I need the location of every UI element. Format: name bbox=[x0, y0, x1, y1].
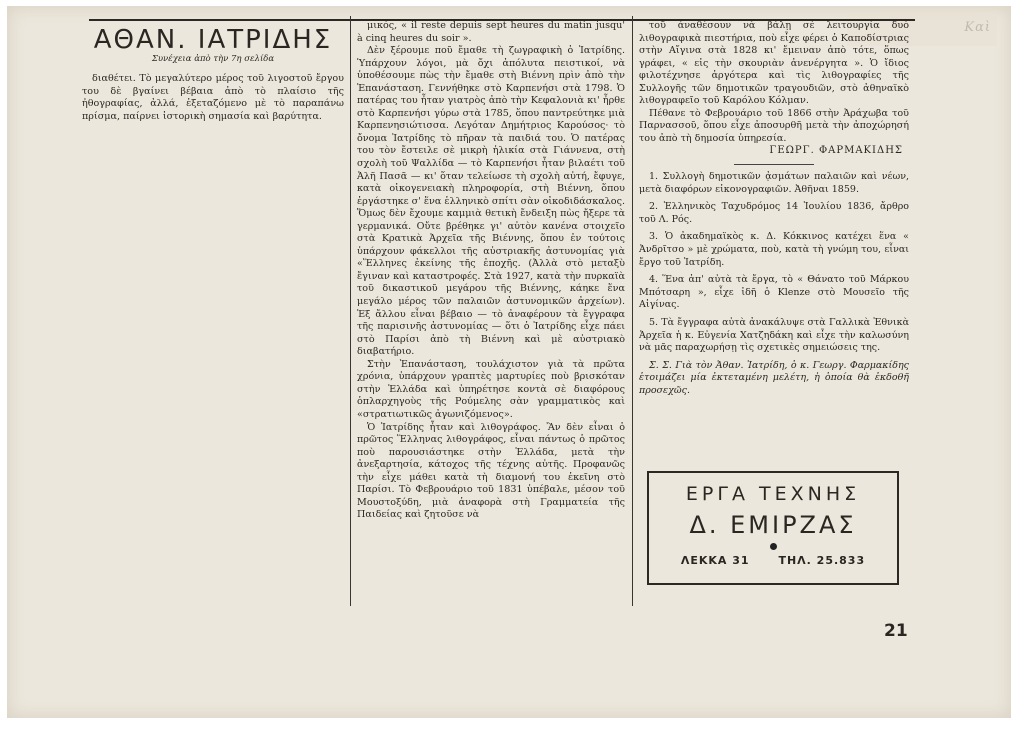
article-column-3 bbox=[639, 20, 909, 403]
editor-note: Σ. Σ. Γιὰ τὸν Ἀθαν. Ἰατρίδη, ὁ κ. Γεωργ. Φαρμακίδης ἑτοιμάζει μία ἐκτεταμένη μελέτη, ἡ ὁποία θὰ ἐκδοθῆ προσεχῶς. bbox=[639, 359, 909, 396]
article-column-2 bbox=[357, 20, 625, 522]
paragraph: Στὴν Ἐπανάσταση, τουλάχιστον γιὰ τὰ πρῶτα χρόνια, ὑπάρχουν γραπτὲς μαρτυρίες ποὺ βρισκόταν στὴν Ἑλλάδα καὶ ὑπηρέτησε κοντὰ σὲ διαφόρους ὁπλαρχηγοὺς τῆς Ρούμελης σὰν γραμματικὸς καὶ «στρατιωτικῶς ἀγωνιζόμενος». bbox=[357, 358, 625, 420]
ad-heading: ΕΡΓΑ ΤΕΧΝΗΣ bbox=[685, 483, 861, 505]
ad-phone: ΤΗΛ. 25.833 bbox=[778, 554, 866, 567]
ad-business-name: Δ. ΕΜΙΡΖΑΣ bbox=[689, 511, 857, 539]
footnote: 4. Ἕνα ἀπ' αὐτὰ τὰ ἔργα, τὸ « Θάνατο τοῦ Μάρκου Μπότσαρη », εἶχε ἰδῆ ὁ Klenze στὸ Μουσεῖο τῆς Αἰγίνας. bbox=[639, 274, 909, 311]
ad-contact bbox=[649, 554, 897, 567]
author-signature: ΓΕΩΡΓ. ΦΑΡΜΑΚΙΔΗΣ bbox=[769, 145, 903, 157]
footnote: 5. Τὰ ἔγγραφα αὐτὰ ἀνακάλυψε στὰ Γαλλικὰ Ἐθνικὰ Ἀρχεῖα ἡ κ. Εὐγενία Χατζηδάκη καὶ εἶχε τὴν καλωσύνη νὰ μᾶς παραχωρήσῃ τὶς σχετικὲς σημειώσεις της. bbox=[639, 316, 909, 354]
paragraph: τοῦ ἀναθέσουν νὰ βάλῃ σὲ λειτουργία δυὸ λιθογραφικὰ πιεστήρια, ποὺ εἶχε φέρει ὁ Καποδίστριας στὴν Αἴγινα στὰ 1828 κι' ἔμειναν ἀπὸ τότε, ὅπως γράφει, « εἰς τὴν σκουριὰν ἀνενέργητα ». Ὁ ἴδιος φιλοτέχνησε ἀργότερα καὶ τὶς λιθογραφίες τῆς Συλλογῆς τῶν δημοτικῶν τραγουδιῶν, στὸ ἀθηναϊκὸ λιθογραφεῖο τοῦ Καρόλου Κόλμαν. bbox=[639, 20, 909, 107]
footnote: 1. Συλλογὴ δημοτικῶν ᾀσμάτων παλαιῶν καὶ νέων, μετὰ διαφόρων εἰκονογραφιῶν. Ἀθῆναι 1859. bbox=[639, 171, 909, 195]
article-title: ΑΘΑΝ. ΙΑΤΡΙΔΗΣ bbox=[93, 25, 333, 55]
ad-bullet bbox=[770, 543, 777, 550]
paragraph: μικός, « il reste depuis sept heures du matin jusqu' à cinq heures du soir ». bbox=[357, 20, 625, 44]
page-number: 21 bbox=[884, 621, 908, 641]
advertisement-box bbox=[647, 471, 899, 585]
paragraph: διαθέτει. Τὸ μεγαλύτερο μέρος τοῦ λιγοστοῦ ἔργου του δὲ βγαίνει βέβαια ἀπὸ τὸ πλαίσιο τῆς ἠθογραφίας, ἀλλά, ἐξεταζόμενο μὲ τὸ παραπάνω πρίσμα, παίρνει ἱστορικὴ σημασία καὶ βαρύτητα. bbox=[82, 73, 344, 122]
article-column-1 bbox=[82, 20, 344, 123]
footnote: 2. Ἑλληνικὸς Ταχυδρόμος 14 Ἰουλίου 1836, ἄρθρο τοῦ Λ. Ρός. bbox=[639, 201, 909, 225]
column-divider bbox=[350, 16, 351, 606]
bleed-text: Καὶ bbox=[964, 20, 991, 35]
paragraph: Πέθανε τὸ Φεβρουάριο τοῦ 1866 στὴν Ἀράχωβα τοῦ Παρνασσοῦ, ὅπου εἶχε ἀποσυρθῆ μετὰ τὴν ἀποχώρησή του ἀπὸ τὴ δημοσία ὑπηρεσία. bbox=[639, 107, 909, 144]
notes-divider bbox=[734, 164, 814, 165]
ad-address: ΛΕΚΚΑ 31 bbox=[680, 554, 750, 567]
footnotes bbox=[639, 171, 909, 398]
paragraph: Ὁ Ἰατρίδης ἦταν καὶ λιθογράφος. Ἂν δὲν εἶναι ὁ πρῶτος Ἕλληνας λιθογράφος, εἶναι πάντως ὁ πρῶτος ποὺ παρουσιάστηκε στὴν Ἑλλάδα, μετὰ τὴν ἀνεξαρτησία, κάτοχος τῆς τέχνης αὐτῆς. Προφανῶς τὴν εἶχε μάθει κατὰ τὴ διαμονή του ἐκεῖνη στὸ Παρίσι. Τὸ Φεβρουάριο τοῦ 1831 ὑπέβαλε, μέσον τοῦ Μουστοξύδη, μιὰ ἀναφορὰ στὴ Γραμματεία τῆς Παιδείας καὶ ζητοῦσε νὰ bbox=[357, 421, 625, 521]
footnote: 3. Ὁ ἀκαδημαϊκὸς κ. Δ. Κόκκινος κατέχει ἕνα « Ἀνδρῖτσο » μὲ χρώματα, ποὺ, κατὰ τὴ γνώμη του, εἶναι ἔργο τοῦ Ἰατρίδη. bbox=[639, 231, 909, 268]
paragraph: Δὲν ξέρουμε ποῦ ἔμαθε τὴ ζωγραφικὴ ὁ Ἰατρίδης. Ὑπάρχουν λόγοι, μὰ ὄχι ἀπόλυτα πειστικοί, νὰ ὑποθέσουμε πὼς τὴν ἔμαθε στὴ Βιέννη πρὶν ἀπὸ τὴν Ἐπανάσταση. Γεννήθηκε στὸ Καρπενήσι στὰ 1798. Ὁ πατέρας του ἦταν γιατρὸς ἀπὸ τὴν Κεφαλονιὰ κι' ἦρθε στὸ Καρπενήσι γύρω στὰ 1785, ὅπου παντρεύτηκε μιὰ Καρπενησιώτισσα. Λεγόταν Δημήτριος Καρούσος· τὸ ὄνομα Ἰατρίδης τὸ πῆραν τὰ παιδιά του. Ὁ πατέρας του τὸν ἔστειλε σὲ μικρὴ ἡλικία στὰ Γιάννενα, στὴ σχολὴ τοῦ Ψαλλίδα — τὸ Καρπενήσι ἦταν βιλαέτι τοῦ Ἀλῆ Πασᾶ — κι' ὅταν τελείωσε τὴ σχολὴ αὐτή, ἔφυγε, κατὰ οἰκογενειακὴ πληροφορία, στὴ Βιέννη, ὅπου ἐργάστηκε σ' ἕνα ἑλληνικὸ σπίτι σὰν οἰκοδιδάσκαλος. Ὅμως δὲν ἔχουμε καμμιὰ θετικὴ ἔνδειξη πὼς ἤξερε τὰ γερμανικά. Οὔτε βρέθηκε γι' αὐτὸν κανένα στοιχεῖο στὰ Κρατικὰ Ἀρχεῖα τῆς Βιέννης, ὅπου ἐν τούτοις ὑπάρχουν φάκελλοι τῆς αὐστριακῆς ἀστυνομίας γιὰ «Ἕλληνες ἐκείνης τῆς ἐποχῆς. (Ἀλλὰ στὸ μεταξὺ ἔγιναν καὶ καταστροφές. Στὰ 1927, κατὰ τὴν πυρκαϊὰ τοῦ δικαστικοῦ μεγάρου τῆς Βιέννης, κάηκε ἕνα μεγάλο μέρος τῶν παλαιῶν ἀστυνομικῶν ἀρχείων). Ἐξ ἄλλου εἶναι βέβαιο — τὸ ἀναφέρουν τὰ ἔγγραφα τῆς παρισινῆς ἀστυνομίας — ὅτι ὁ Ἰατρίδης εἶχε πάει στὸ Παρίσι ἀπὸ τὴ Βιέννη καὶ μὲ αὐστριακὸ διαβατήριο. bbox=[357, 45, 625, 358]
continuation-note: Συνέχεια ἀπὸ τὴν 7η σελίδα bbox=[151, 53, 275, 64]
column-divider bbox=[632, 16, 633, 606]
